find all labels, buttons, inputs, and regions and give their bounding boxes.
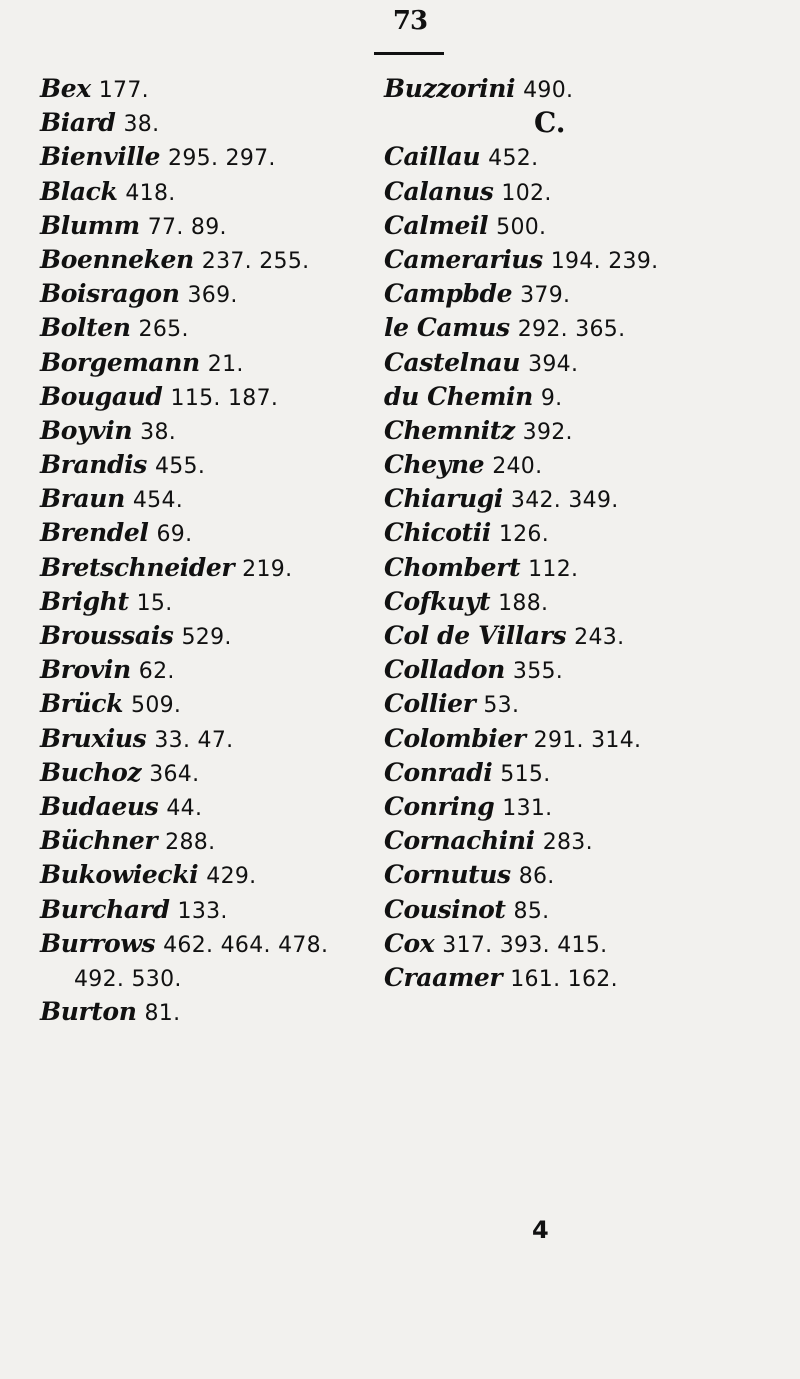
- entry-name: Cornachini: [384, 826, 535, 856]
- entry-name: Buzzorini: [384, 74, 516, 103]
- entry-name: Calanus: [384, 176, 494, 206]
- entry-pages: 15.: [136, 590, 173, 616]
- entry-pages: 188.: [498, 590, 549, 616]
- entry-pages: 500.: [496, 214, 547, 240]
- entry-name: Brück: [40, 689, 124, 719]
- index-entry: [384, 175, 784, 209]
- entry-pages: 490.: [523, 78, 574, 103]
- entry-name: Bienville: [40, 142, 161, 172]
- entry-pages: 288.: [165, 830, 216, 856]
- entry-pages: 38.: [140, 419, 177, 445]
- index-entry: [384, 961, 784, 995]
- entry-name: Borgemann: [40, 347, 200, 377]
- index-entry: [40, 858, 420, 892]
- entry-name: Cornutus: [384, 860, 511, 890]
- entry-name: Chemnitz: [384, 415, 515, 445]
- index-entry: [384, 619, 784, 653]
- entry-name: Bukowiecki: [40, 860, 199, 890]
- entry-name: Broussais: [40, 621, 174, 650]
- entry-pages: 454.: [132, 488, 184, 514]
- entry-pages: 392.: [522, 419, 573, 445]
- entry-name: Cheyne: [384, 450, 485, 480]
- index-entry: [40, 551, 420, 585]
- index-entry: [40, 72, 420, 106]
- entry-name: Col de Villars: [384, 621, 567, 650]
- entry-pages: 509.: [131, 693, 182, 719]
- entry-name: Büchner: [40, 826, 158, 856]
- entry-pages: 369.: [187, 283, 238, 309]
- index-entry: [384, 277, 784, 311]
- entry-name: Craamer: [384, 962, 503, 992]
- entry-pages: 342. 349.: [510, 488, 619, 514]
- index-entry-continuation: [40, 961, 420, 995]
- index-entry: [40, 585, 420, 619]
- section-letter: C.: [534, 106, 566, 140]
- index-entry: [384, 756, 784, 790]
- index-entry: [40, 106, 420, 140]
- entry-name: Calmeil: [384, 210, 489, 240]
- entry-pages: 126.: [498, 522, 549, 548]
- entry-pages: 452.: [488, 146, 539, 172]
- index-entry: [40, 516, 420, 550]
- entry-pages: 265.: [138, 317, 189, 343]
- entry-name: Caillau: [384, 142, 481, 172]
- index-entry: [40, 140, 420, 174]
- entry-name: Brendel: [40, 518, 149, 548]
- entry-name: du Chemin: [384, 381, 533, 411]
- index-entry: [384, 414, 784, 448]
- entry-pages: 455.: [154, 454, 206, 480]
- entry-pages: 77. 89.: [147, 214, 227, 240]
- index-entry: [40, 893, 420, 927]
- index-entry: [384, 722, 784, 756]
- entry-pages: 85.: [513, 898, 550, 924]
- entry-name: Chiarugi: [384, 484, 503, 514]
- entry-pages: 418.: [125, 180, 176, 206]
- entry-pages: 21.: [207, 351, 244, 377]
- index-entry: [40, 277, 420, 311]
- entry-name: Cofkuyt: [384, 586, 491, 616]
- index-entry: [40, 995, 420, 1029]
- index-entry: [384, 209, 784, 243]
- entry-pages: 81.: [144, 1001, 181, 1027]
- index-entry: [384, 311, 784, 345]
- index-entry: [40, 790, 420, 824]
- entry-name: Bretschneider: [40, 552, 235, 582]
- index-entry: [384, 551, 784, 585]
- entry-name: Burton: [40, 997, 137, 1027]
- index-entry: [40, 687, 420, 721]
- entry-pages: 9.: [540, 385, 563, 411]
- entry-name: Blumm: [40, 210, 140, 240]
- index-entry: [40, 414, 420, 448]
- index-column-left: [40, 72, 420, 1029]
- entry-name: Buchoz: [40, 757, 142, 787]
- entry-pages: 243.: [574, 625, 625, 650]
- entry-pages: 291. 314.: [533, 727, 642, 753]
- index-entry: [40, 311, 420, 345]
- entry-pages: 355.: [512, 659, 564, 685]
- entry-pages: 379.: [520, 283, 571, 309]
- entry-pages: 283.: [542, 830, 593, 856]
- entry-name: Colombier: [384, 723, 526, 753]
- index-entry: [384, 790, 784, 824]
- entry-name: Black: [40, 176, 118, 206]
- index-entry: [384, 448, 784, 482]
- index-entry: [384, 653, 784, 687]
- entry-pages: 177.: [98, 78, 149, 103]
- entry-pages: 317. 393. 415.: [442, 932, 608, 958]
- entry-name: Camerarius: [384, 244, 543, 274]
- entry-name: Brovin: [40, 655, 131, 685]
- entry-pages: 292. 365.: [517, 317, 626, 343]
- entry-pages: 462. 464. 478.: [163, 932, 329, 958]
- index-entry: [384, 346, 784, 380]
- index-entry: [384, 893, 784, 927]
- entry-pages: 237. 255.: [201, 248, 310, 274]
- index-entry: [40, 448, 420, 482]
- entry-name: Boisragon: [40, 279, 180, 309]
- entry-pages: 515.: [500, 761, 551, 787]
- entry-name: Cox: [384, 928, 435, 958]
- entry-name: Bex: [40, 74, 91, 103]
- entry-pages: 115. 187.: [170, 385, 279, 411]
- index-entry: [384, 687, 784, 721]
- index-entry: [384, 72, 784, 106]
- index-entry: [40, 824, 420, 858]
- entry-pages: 364.: [149, 761, 200, 787]
- entry-pages: 394.: [528, 351, 579, 377]
- entry-pages: 219.: [242, 556, 293, 582]
- entry-name: Chombert: [384, 552, 521, 582]
- entry-pages: 38.: [123, 112, 160, 138]
- index-entry: [384, 482, 784, 516]
- entry-name: Brandis: [40, 450, 147, 480]
- entry-pages: 86.: [518, 864, 555, 890]
- entry-name: Bright: [40, 586, 129, 616]
- index-entry: [384, 585, 784, 619]
- index-entry: [40, 243, 420, 277]
- index-entry: [384, 243, 784, 277]
- entry-name: Chicotii: [384, 518, 491, 548]
- entry-pages: 53.: [483, 693, 520, 719]
- index-entry: [40, 619, 420, 653]
- entry-pages: 240.: [492, 454, 543, 480]
- index-entry: [40, 722, 420, 756]
- index-entry: [384, 380, 784, 414]
- entry-pages: 131.: [502, 795, 553, 821]
- entry-name: Bruxius: [40, 723, 147, 753]
- index-entry: [40, 380, 420, 414]
- entry-name: Boenneken: [40, 244, 194, 274]
- entry-name: Burchard: [40, 894, 170, 924]
- entry-pages: 69.: [156, 522, 193, 548]
- index-entry: [40, 175, 420, 209]
- entry-name: Burrows: [40, 928, 156, 958]
- entry-name: Boyvin: [40, 415, 133, 445]
- entry-name: Bougaud: [40, 381, 163, 411]
- entry-pages: 133.: [177, 898, 228, 924]
- entry-pages: 492. 530.: [74, 966, 182, 992]
- index-entry: [40, 209, 420, 243]
- entry-pages: 194. 239.: [550, 248, 659, 274]
- entry-name: Castelnau: [384, 347, 521, 377]
- header-rule: [374, 52, 444, 55]
- entry-pages: 33. 47.: [154, 727, 234, 753]
- entry-pages: 161. 162.: [510, 966, 618, 992]
- entry-name: Collier: [384, 689, 476, 719]
- signature-mark: 4: [532, 1216, 549, 1244]
- index-column-right: [384, 72, 784, 995]
- entry-name: Conring: [384, 791, 495, 821]
- entry-pages: 529.: [181, 625, 232, 650]
- entry-pages: 62.: [138, 659, 175, 685]
- index-entry: [40, 346, 420, 380]
- index-entry: [40, 653, 420, 687]
- entry-pages: 44.: [166, 795, 203, 821]
- index-entry: [384, 858, 784, 892]
- index-entry: [40, 756, 420, 790]
- page-number: 73: [392, 6, 428, 36]
- index-entry: [384, 927, 784, 961]
- entry-pages: 429.: [206, 864, 257, 890]
- entry-name: Biard: [40, 108, 116, 138]
- index-entry: [40, 482, 420, 516]
- entry-name: Conradi: [384, 757, 493, 787]
- entry-name: Colladon: [384, 655, 505, 685]
- entry-pages: 102.: [501, 180, 552, 206]
- entry-name: Braun: [40, 484, 125, 514]
- entry-name: Cousinot: [384, 894, 506, 924]
- entry-pages: 112.: [528, 556, 579, 582]
- index-entry: [384, 516, 784, 550]
- entry-name: le Camus: [384, 313, 510, 343]
- entry-name: Bolten: [40, 313, 131, 343]
- entry-pages: 295. 297.: [168, 146, 276, 172]
- index-entry: [384, 140, 784, 174]
- entry-name: Budaeus: [40, 791, 159, 821]
- entry-name: Campbde: [384, 279, 513, 309]
- index-entry: [40, 927, 420, 961]
- index-entry: [384, 824, 784, 858]
